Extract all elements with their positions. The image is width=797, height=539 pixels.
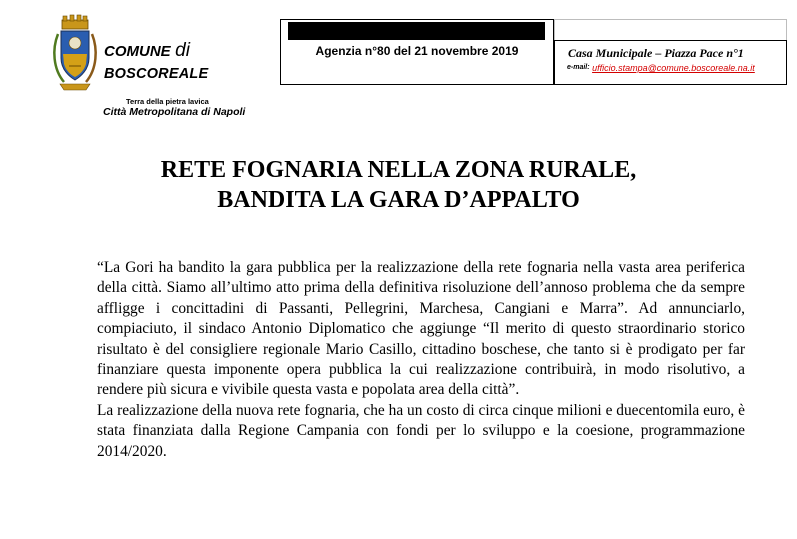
title-line-1: RETE FOGNARIA NELLA ZONA RURALE,: [160, 157, 637, 183]
title-line-2: BANDITA LA GARA D’APPALTO: [217, 187, 580, 213]
comune-word: COMUNE: [104, 43, 171, 60]
redaction-bar: [288, 22, 545, 40]
email-row: [567, 63, 755, 73]
metropolitan-city: Città Metropolitana di Napoli: [103, 106, 246, 118]
boscoreale-coat-of-arms-icon: [50, 14, 100, 92]
email-label: e-mail:: [567, 64, 590, 71]
body-paragraph-1: “La Gori ha bandito la gara pubblica per la realizzazione della rete fognaria nella vasta area periferica della città. Siamo all’ultimo atto prima della definitiva risoluzione dell’annoso problema che da sempre affligge i concittadini di Passanti, Pellegrini, Marchesa, Cangiani e Marra”. Ad annunciarlo, compiaciuto, il sindaco Antonio Diplomatico che aggiunge “Il merito di questo straordinario storico risultato è del consigliere regionale Mario Casillo, cittadino boschese, che tanto si è prodigato per far finanziare questa imponente opera pubblica la cui realizzazione contribuirà, in modo risolutivo, a rendere più sicura e vivibile questa vasta e popolata area della città”.: [97, 259, 745, 399]
city-tagline: Terra della pietra lavica: [126, 97, 209, 106]
body-paragraph-2: La realizzazione della nuova rete fognaria, che ha un costo di circa cinque milioni e duecentomila euro, è stata finanziata dalla Regione Campania con fondi per lo sviluppo e la coesione, programmazione 2014/2020.: [97, 401, 745, 460]
agency-number: Agenzia n°80 del 21 novembre 2019: [315, 44, 519, 58]
municipal-address: Casa Municipale – Piazza Pace n°1: [568, 46, 744, 60]
di-word: di: [175, 40, 190, 61]
email-link[interactable]: ufficio.stampa@comune.boscoreale.na.it: [592, 63, 755, 73]
comune-heading: [104, 40, 190, 62]
press-release-body: [97, 258, 745, 462]
address-box-top: [554, 19, 787, 41]
press-release-title: [0, 155, 797, 215]
city-name: BOSCOREALE: [104, 66, 209, 82]
